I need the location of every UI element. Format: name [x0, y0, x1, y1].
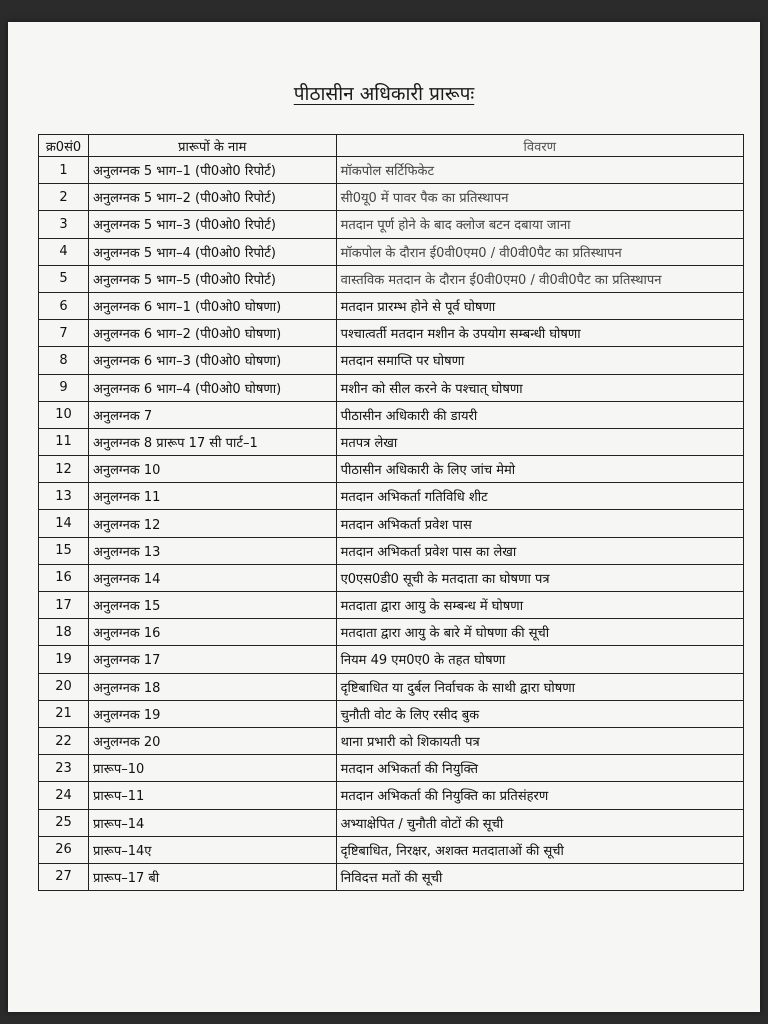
cell-serial-number: 9 [39, 374, 89, 401]
cell-serial-number: 1 [39, 157, 89, 184]
cell-description: मतदान प्रारम्भ होने से पूर्व घोषणा [336, 292, 743, 319]
cell-form-name: अनुलग्नक 6 भाग–1 (पी0ओ0 घोषणा) [88, 292, 336, 319]
cell-serial-number: 20 [39, 673, 89, 700]
cell-description: मतदान समाप्ति पर घोषणा [336, 347, 743, 374]
cell-serial-number: 10 [39, 401, 89, 428]
header-form-name: प्रारूपों के नाम [88, 135, 336, 157]
table-row [39, 673, 744, 700]
cell-form-name: अनुलग्नक 10 [88, 456, 336, 483]
table-row [39, 374, 744, 401]
cell-form-name: प्रारूप–17 बी [88, 863, 336, 890]
cell-form-name: प्रारूप–10 [88, 755, 336, 782]
cell-form-name: अनुलग्नक 5 भाग–4 (पी0ओ0 रिपोर्ट) [88, 238, 336, 265]
cell-form-name: प्रारूप–14 [88, 809, 336, 836]
header-description: विवरण [336, 135, 743, 157]
cell-description: चुनौती वोट के लिए रसीद बुक [336, 700, 743, 727]
table-row [39, 592, 744, 619]
table-row [39, 836, 744, 863]
cell-serial-number: 16 [39, 564, 89, 591]
table-row [39, 347, 744, 374]
table-row [39, 238, 744, 265]
table-row [39, 646, 744, 673]
cell-description: वास्तविक मतदान के दौरान ई0वी0एम0 / वी0वी0पैट का प्रतिस्थापन [336, 265, 743, 292]
cell-form-name: अनुलग्नक 17 [88, 646, 336, 673]
cell-serial-number: 23 [39, 755, 89, 782]
cell-form-name: अनुलग्नक 14 [88, 564, 336, 591]
cell-serial-number: 19 [39, 646, 89, 673]
table-row [39, 755, 744, 782]
header-serial-number: क्र0सं0 [39, 135, 89, 157]
table-row [39, 700, 744, 727]
cell-serial-number: 2 [39, 184, 89, 211]
cell-form-name: अनुलग्नक 5 भाग–3 (पी0ओ0 रिपोर्ट) [88, 211, 336, 238]
table-row [39, 456, 744, 483]
cell-serial-number: 12 [39, 456, 89, 483]
cell-form-name: अनुलग्नक 12 [88, 510, 336, 537]
cell-serial-number: 21 [39, 700, 89, 727]
cell-form-name: अनुलग्नक 16 [88, 619, 336, 646]
cell-serial-number: 14 [39, 510, 89, 537]
cell-description: निविदत्त मतों की सूची [336, 863, 743, 890]
cell-serial-number: 3 [39, 211, 89, 238]
cell-form-name: अनुलग्नक 6 भाग–4 (पी0ओ0 घोषणा) [88, 374, 336, 401]
cell-description: अभ्याक्षेपित / चुनौती वोटों की सूची [336, 809, 743, 836]
cell-description: मतदान अभिकर्ता गतिविधि शीट [336, 483, 743, 510]
cell-form-name: अनुलग्नक 11 [88, 483, 336, 510]
cell-description: मतदान अभिकर्ता की नियुक्ति [336, 755, 743, 782]
cell-serial-number: 15 [39, 537, 89, 564]
cell-form-name: अनुलग्नक 18 [88, 673, 336, 700]
table-row [39, 483, 744, 510]
cell-serial-number: 24 [39, 782, 89, 809]
cell-serial-number: 13 [39, 483, 89, 510]
table-row [39, 809, 744, 836]
cell-description: मशीन को सील करने के पश्चात् घोषणा [336, 374, 743, 401]
cell-form-name: अनुलग्नक 6 भाग–3 (पी0ओ0 घोषणा) [88, 347, 336, 374]
cell-description: पश्चात्वर्ती मतदान मशीन के उपयोग सम्बन्धी घोषणा [336, 320, 743, 347]
cell-description: मतदान अभिकर्ता प्रवेश पास का लेखा [336, 537, 743, 564]
cell-form-name: अनुलग्नक 6 भाग–2 (पी0ओ0 घोषणा) [88, 320, 336, 347]
cell-description: थाना प्रभारी को शिकायती पत्र [336, 727, 743, 754]
cell-serial-number: 5 [39, 265, 89, 292]
cell-description: दृष्टिबाधित या दुर्बल निर्वाचक के साथी द्वारा घोषणा [336, 673, 743, 700]
cell-serial-number: 6 [39, 292, 89, 319]
cell-form-name: अनुलग्नक 13 [88, 537, 336, 564]
cell-description: सी0यू0 में पावर पैक का प्रतिस्थापन [336, 184, 743, 211]
cell-description: नियम 49 एम0ए0 के तहत घोषणा [336, 646, 743, 673]
cell-description: ए0एस0डी0 सूची के मतदाता का घोषणा पत्र [336, 564, 743, 591]
cell-description: दृष्टिबाधित, निरक्षर, अशक्त मतदाताओं की सूची [336, 836, 743, 863]
cell-description: मतदान अभिकर्ता की नियुक्ति का प्रतिसंहरण [336, 782, 743, 809]
document-page [8, 22, 760, 1012]
table-row [39, 157, 744, 184]
cell-description: मॉकपोल के दौरान ई0वी0एम0 / वी0वी0पैट का प्रतिस्थापन [336, 238, 743, 265]
cell-serial-number: 18 [39, 619, 89, 646]
cell-serial-number: 4 [39, 238, 89, 265]
table-row [39, 564, 744, 591]
cell-form-name: अनुलग्नक 5 भाग–1 (पी0ओ0 रिपोर्ट) [88, 157, 336, 184]
cell-form-name: अनुलग्नक 19 [88, 700, 336, 727]
table-row [39, 727, 744, 754]
cell-form-name: अनुलग्नक 8 प्रारूप 17 सी पार्ट–1 [88, 428, 336, 455]
cell-form-name: अनुलग्नक 7 [88, 401, 336, 428]
table-row [39, 782, 744, 809]
table-row [39, 211, 744, 238]
table-row [39, 265, 744, 292]
cell-description: मॉकपोल सर्टिफिकेट [336, 157, 743, 184]
cell-form-name: प्रारूप–11 [88, 782, 336, 809]
table-row [39, 401, 744, 428]
cell-serial-number: 27 [39, 863, 89, 890]
table-header-row [39, 135, 744, 157]
cell-description: मतदान अभिकर्ता प्रवेश पास [336, 510, 743, 537]
table-row [39, 428, 744, 455]
cell-form-name: अनुलग्नक 5 भाग–2 (पी0ओ0 रिपोर्ट) [88, 184, 336, 211]
cell-serial-number: 8 [39, 347, 89, 374]
table-row [39, 292, 744, 319]
cell-serial-number: 25 [39, 809, 89, 836]
cell-serial-number: 17 [39, 592, 89, 619]
table-row [39, 619, 744, 646]
cell-serial-number: 26 [39, 836, 89, 863]
cell-form-name: प्रारूप–14ए [88, 836, 336, 863]
table-row [39, 863, 744, 890]
cell-form-name: अनुलग्नक 5 भाग–5 (पी0ओ0 रिपोर्ट) [88, 265, 336, 292]
cell-form-name: अनुलग्नक 15 [88, 592, 336, 619]
table-row [39, 184, 744, 211]
table-body [39, 157, 744, 891]
cell-description: मतदान पूर्ण होने के बाद क्लोज बटन दबाया जाना [336, 211, 743, 238]
table-row [39, 320, 744, 347]
cell-description: पीठासीन अधिकारी के लिए जांच मेमो [336, 456, 743, 483]
cell-description: मतपत्र लेखा [336, 428, 743, 455]
cell-serial-number: 22 [39, 727, 89, 754]
forms-table [38, 134, 744, 891]
cell-description: मतदाता द्वारा आयु के बारे में घोषणा की सूची [336, 619, 743, 646]
cell-serial-number: 11 [39, 428, 89, 455]
table-row [39, 537, 744, 564]
cell-description: पीठासीन अधिकारी की डायरी [336, 401, 743, 428]
cell-serial-number: 7 [39, 320, 89, 347]
cell-form-name: अनुलग्नक 20 [88, 727, 336, 754]
page-title: पीठासीन अधिकारी प्रारूपः [293, 83, 475, 105]
table-row [39, 510, 744, 537]
cell-description: मतदाता द्वारा आयु के सम्बन्ध में घोषणा [336, 592, 743, 619]
